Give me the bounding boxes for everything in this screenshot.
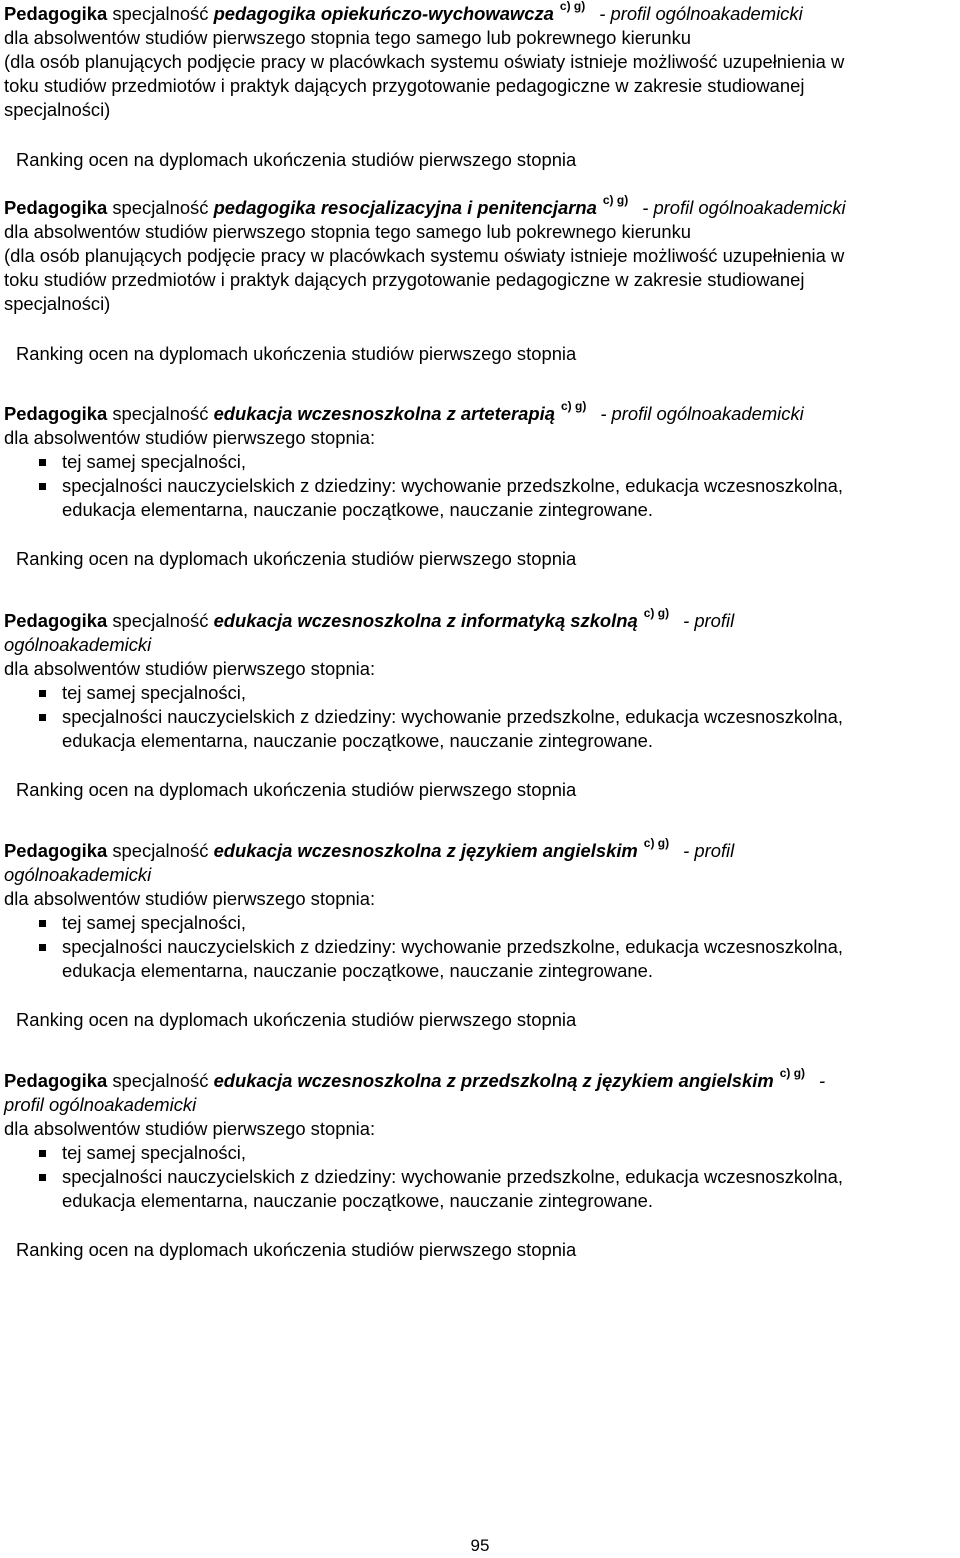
list-item [4,935,956,983]
footnote-marker: c) g) [643,836,670,850]
list-item [4,1165,956,1213]
bullet-square-icon [39,714,46,721]
ranking-text: Ranking ocen na dyplomach ukończenia studiów pierwszego stopnia [16,779,577,800]
ranking-text: Ranking ocen na dyplomach ukończenia studiów pierwszego stopnia [16,343,577,364]
document-page [4,2,956,1269]
eligibility-list [4,1141,956,1213]
specialty-name: edukacja wczesnoszkolna z arteterapią [213,403,555,424]
eligibility-list [4,681,956,753]
profile-label: - profil [683,610,735,631]
profile-label: ogólnoakademicki [4,864,152,885]
list-item-text: edukacja elementarna, nauczanie początkowe, nauczanie zintegrowane. [62,960,653,981]
page-number: 95 [470,1536,490,1555]
specialty-name: edukacja wczesnoszkolna z językiem angielskim [213,840,638,861]
program-name: Pedagogika [4,840,108,861]
program-name: Pedagogika [4,1070,108,1091]
program-name: Pedagogika [4,3,108,24]
bullet-square-icon [39,459,46,466]
eligibility-note-line: specjalności) [4,293,111,314]
specialty-name: pedagogika opiekuńczo-wychowawcza [213,3,554,24]
profile-label: ogólnoakademicki [4,634,152,655]
eligibility-text: dla absolwentów studiów pierwszego stopnia tego samego lub pokrewnego kierunku [4,27,691,48]
program-name: Pedagogika [4,403,108,424]
eligibility-note-line: toku studiów przedmiotów i praktyk dających przygotowanie pedagogiczne w zakresie studiowanej [4,269,805,290]
footnote-marker: c) g) [559,0,586,13]
list-item-text: edukacja elementarna, nauczanie początkowe, nauczanie zintegrowane. [62,499,653,520]
program-name: Pedagogika [4,610,108,631]
section-heading [4,193,956,220]
eligibility-text: dla absolwentów studiów pierwszego stopnia: [4,427,376,448]
program-section-opiekunczo [4,2,956,196]
list-item-text: tej samej specjalności, [62,1142,246,1163]
list-item [4,1141,956,1165]
program-section-informatyka [4,606,956,839]
bullet-square-icon [39,1174,46,1181]
eligibility-note-line: specjalności) [4,99,111,120]
specialty-word: specjalność [112,1070,209,1091]
eligibility-note-line: (dla osób planujących podjęcie pracy w placówkach systemu oświaty istnieje możliwość uzupełnienia w [4,245,845,266]
list-item [4,450,956,474]
list-item [4,681,956,705]
eligibility-text: dla absolwentów studiów pierwszego stopnia: [4,1118,376,1139]
profile-label: - [819,1070,826,1091]
eligibility-text: dla absolwentów studiów pierwszego stopnia: [4,658,376,679]
specialty-name: edukacja wczesnoszkolna z informatyką szkolną [213,610,638,631]
footnote-marker: c) g) [560,399,587,413]
specialty-word: specjalność [112,3,209,24]
list-item [4,911,956,935]
footnote-marker: c) g) [779,1066,806,1080]
program-section-resocjalizacyjna [4,193,956,402]
list-item-text: specjalności nauczycielskich z dziedziny: wychowanie przedszkolne, edukacja wczesnoszkolna, [62,706,843,727]
list-item-text: tej samej specjalności, [62,451,246,472]
specialty-word: specjalność [112,840,209,861]
eligibility-list [4,911,956,983]
eligibility-note-line: toku studiów przedmiotów i praktyk dających przygotowanie pedagogiczne w zakresie studiowanej [4,75,805,96]
bullet-square-icon [39,920,46,927]
list-item-text: specjalności nauczycielskich z dziedziny: wychowanie przedszkolne, edukacja wczesnoszkolna, [62,936,843,957]
eligibility-list [4,450,956,522]
program-section-przedszkolna [4,1066,956,1269]
ranking-text: Ranking ocen na dyplomach ukończenia studiów pierwszego stopnia [16,548,577,569]
footnote-marker: c) g) [643,606,670,620]
program-name: Pedagogika [4,197,108,218]
list-item [4,474,956,522]
ranking-text: Ranking ocen na dyplomach ukończenia studiów pierwszego stopnia [16,1239,577,1260]
profile-label: - profil ogólnoakademicki [642,197,846,218]
bullet-square-icon [39,1150,46,1157]
bullet-square-icon [39,483,46,490]
program-section-jezyk-angielski [4,836,956,1069]
section-heading [4,606,956,633]
specialty-name: pedagogika resocjalizacyjna i penitencjarna [213,197,597,218]
section-heading [4,836,956,863]
list-item-text: tej samej specjalności, [62,682,246,703]
specialty-name: edukacja wczesnoszkolna z przedszkolną z językiem angielskim [213,1070,774,1091]
bullet-square-icon [39,944,46,951]
section-heading [4,399,956,426]
specialty-word: specjalność [112,197,209,218]
profile-label: profil ogólnoakademicki [4,1094,197,1115]
list-item-text: tej samej specjalności, [62,912,246,933]
bullet-square-icon [39,690,46,697]
list-item [4,705,956,753]
list-item-text: specjalności nauczycielskich z dziedziny: wychowanie przedszkolne, edukacja wczesnoszkolna, [62,475,843,496]
ranking-text: Ranking ocen na dyplomach ukończenia studiów pierwszego stopnia [16,149,577,170]
program-section-arteterapia [4,399,956,609]
specialty-word: specjalność [112,403,209,424]
eligibility-text: dla absolwentów studiów pierwszego stopnia: [4,888,376,909]
eligibility-note-line: (dla osób planujących podjęcie pracy w placówkach systemu oświaty istnieje możliwość uzupełnienia w [4,51,845,72]
list-item-text: edukacja elementarna, nauczanie początkowe, nauczanie zintegrowane. [62,730,653,751]
section-heading [4,2,956,26]
list-item-text: specjalności nauczycielskich z dziedziny: wychowanie przedszkolne, edukacja wczesnoszkolna, [62,1166,843,1187]
specialty-word: specjalność [112,610,209,631]
section-heading [4,1066,956,1093]
profile-label: - profil ogólnoakademicki [599,3,803,24]
profile-label: - profil ogólnoakademicki [600,403,804,424]
ranking-text: Ranking ocen na dyplomach ukończenia studiów pierwszego stopnia [16,1009,577,1030]
eligibility-text: dla absolwentów studiów pierwszego stopnia tego samego lub pokrewnego kierunku [4,221,691,242]
footnote-marker: c) g) [602,193,629,207]
list-item-text: edukacja elementarna, nauczanie początkowe, nauczanie zintegrowane. [62,1190,653,1211]
profile-label: - profil [683,840,735,861]
